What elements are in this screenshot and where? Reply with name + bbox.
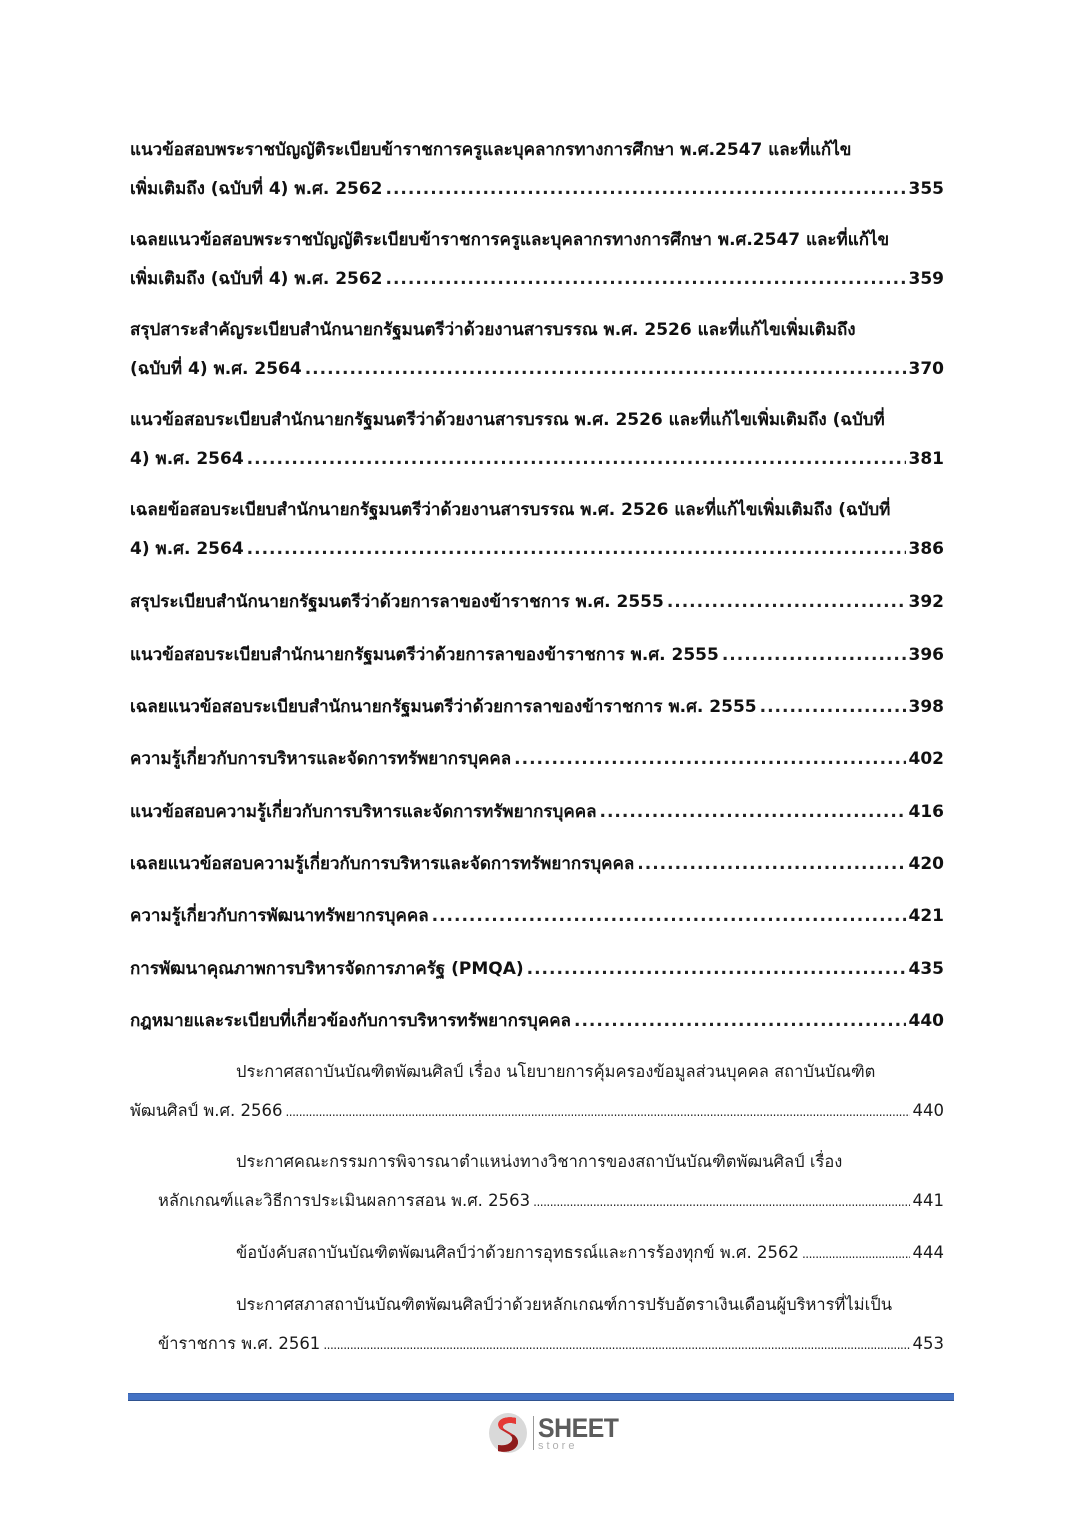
toc-entry-line: [158, 1331, 944, 1357]
dot-leader: [432, 906, 906, 926]
toc-entry-title: แนวข้อสอบพระราชบัญญัติระเบียบข้าราชการครูและบุคลากรทางการศึกษา พ.ศ.2547 และที่แก้ไข: [130, 140, 852, 160]
page-number: 420: [908, 854, 944, 874]
toc-entry-line: [130, 641, 944, 668]
page-number: 402: [908, 749, 944, 769]
page-number: 440: [912, 1101, 944, 1120]
toc-entry-title: สรุปสาระสำคัญระเบียบสำนักนายกรัฐมนตรีว่าด้วยงานสารบรรณ พ.ศ. 2526 และที่แก้ไขเพิ่มเติมถึง: [130, 320, 856, 340]
toc-entry-title: สรุประเบียบสำนักนายกรัฐมนตรีว่าด้วยการลาของข้าราชการ พ.ศ. 2555: [130, 592, 664, 612]
toc-entry-title: ประกาศสถาบันบัณฑิตพัฒนศิลป์ เรื่อง นโยบายการคุ้มครองข้อมูลส่วนบุคคล สถาบันบัณฑิต: [236, 1062, 876, 1081]
logo-separator: [533, 1416, 534, 1450]
dot-leader: [285, 1105, 909, 1119]
page-number: 386: [908, 539, 944, 559]
toc-entry-line: [130, 902, 944, 929]
dot-leader: [323, 1338, 909, 1352]
toc-entry-line: [130, 798, 944, 825]
toc-entry-line: [130, 175, 944, 202]
toc-entry-line: [130, 445, 944, 472]
toc-entry-title: แนวข้อสอบระเบียบสำนักนายกรัฐมนตรีว่าด้วยงานสารบรรณ พ.ศ. 2526 และที่แก้ไขเพิ่มเติมถึง (ฉบับที่: [130, 410, 885, 430]
dot-leader: [533, 1195, 909, 1209]
toc-entry-title: เฉลยแนวข้อสอบพระราชบัญญัติระเบียบข้าราชการครูและบุคลากรทางการศึกษา พ.ศ.2547 และที่แก้ไข: [130, 230, 890, 250]
toc-entry-title-cont: หลักเกณฑ์และวิธีการประเมินผลการสอน พ.ศ. 2563: [158, 1191, 531, 1210]
toc-entry-title-cont: เพิ่มเติมถึง (ฉบับที่ 4) พ.ศ. 2562: [130, 269, 383, 289]
toc-entry-line: [130, 1007, 944, 1034]
toc-entry-line: [158, 1188, 944, 1214]
dot-leader: [802, 1247, 910, 1261]
toc-entry-line: [130, 265, 944, 292]
logo-text: [538, 1412, 626, 1452]
toc-entry-title-cont: เพิ่มเติมถึง (ฉบับที่ 4) พ.ศ. 2562: [130, 179, 383, 199]
sheet-store-logo: [486, 1410, 626, 1456]
page-number: 359: [908, 269, 944, 289]
dot-leader: [574, 1011, 906, 1031]
dot-leader: [722, 645, 906, 665]
toc-entry-line: [130, 1098, 944, 1124]
page-number: 416: [908, 802, 944, 822]
toc-entry-line: [130, 693, 944, 720]
dot-leader: [600, 802, 906, 822]
toc-entry-title: แนวข้อสอบระเบียบสำนักนายกรัฐมนตรีว่าด้วยการลาของข้าราชการ พ.ศ. 2555: [130, 645, 719, 665]
page-number: 441: [912, 1191, 944, 1210]
dot-leader: [527, 959, 906, 979]
toc-entry-title: กฎหมายและระเบียบที่เกี่ยวข้องกับการบริหารทรัพยากรบุคคล: [130, 1011, 571, 1031]
dot-leader: [386, 179, 906, 199]
toc-entry-line: [130, 850, 944, 877]
page-number: 398: [908, 697, 944, 717]
toc-entry-line: [130, 588, 944, 615]
toc-entry-line: [236, 1240, 944, 1266]
toc-entry-line: [130, 355, 944, 382]
dot-leader: [247, 539, 906, 559]
toc-entry-title: เฉลยแนวข้อสอบระเบียบสำนักนายกรัฐมนตรีว่าด้วยการลาของข้าราชการ พ.ศ. 2555: [130, 697, 757, 717]
toc-entry-title: ความรู้เกี่ยวกับการบริหารและจัดการทรัพยากรบุคคล: [130, 749, 512, 769]
page-number: 435: [908, 959, 944, 979]
logo-subtitle: store: [538, 1439, 578, 1452]
toc-entry-title: ประกาศคณะกรรมการพิจารณาตำแหน่งทางวิชาการของสถาบันบัณฑิตพัฒนศิลป์ เรื่อง: [236, 1152, 843, 1171]
toc-entry-title-cont: 4) พ.ศ. 2564: [130, 539, 244, 559]
dot-leader: [386, 269, 906, 289]
toc-entry-line: [130, 745, 944, 772]
dot-leader: [760, 697, 906, 717]
logo-wordmark: SHEET: [538, 1412, 619, 1443]
toc-entry-title-cont: ข้าราชการ พ.ศ. 2561: [158, 1334, 321, 1353]
toc-entry-title: ความรู้เกี่ยวกับการพัฒนาทรัพยากรบุคคล: [130, 906, 429, 926]
toc-entry-line: [130, 955, 944, 982]
dot-leader: [514, 749, 905, 769]
toc-entry-title: เฉลยข้อสอบระเบียบสำนักนายกรัฐมนตรีว่าด้วยงานสารบรรณ พ.ศ. 2526 และที่แก้ไขเพิ่มเติมถึง (ฉบับที่: [130, 500, 891, 520]
toc-entry-title: ประกาศสภาสถาบันบัณฑิตพัฒนศิลป์ว่าด้วยหลักเกณฑ์การปรับอัตราเงินเดือนผู้บริหารที่ไม่เป็น: [236, 1295, 892, 1314]
page-number: 370: [908, 359, 944, 379]
toc-entry-title-cont: (ฉบับที่ 4) พ.ศ. 2564: [130, 359, 302, 379]
dot-leader: [667, 592, 906, 612]
page-number: 392: [908, 592, 944, 612]
toc-entry-title-cont: 4) พ.ศ. 2564: [130, 449, 244, 469]
sheet-store-s-icon: [486, 1411, 530, 1455]
page-number: 444: [912, 1243, 944, 1262]
page-number: 440: [908, 1011, 944, 1031]
page-number: 381: [908, 449, 944, 469]
dot-leader: [637, 854, 905, 874]
dot-leader: [247, 449, 906, 469]
footer-divider: [128, 1393, 954, 1401]
toc-entry-title-cont: พัฒนศิลป์ พ.ศ. 2566: [130, 1101, 283, 1120]
toc-entry-line: [130, 535, 944, 562]
toc-entry-title: ข้อบังคับสถาบันบัณฑิตพัฒนศิลป์ว่าด้วยการอุทธรณ์และการร้องทุกข์ พ.ศ. 2562: [236, 1243, 799, 1262]
toc-entry-title: เฉลยแนวข้อสอบความรู้เกี่ยวกับการบริหารและจัดการทรัพยากรบุคคล: [130, 854, 635, 874]
page-number: 453: [912, 1334, 944, 1353]
toc-entry-title: แนวข้อสอบความรู้เกี่ยวกับการบริหารและจัดการทรัพยากรบุคคล: [130, 802, 597, 822]
toc-entry-title: การพัฒนาคุณภาพการบริหารจัดการภาครัฐ (PMQA): [130, 959, 524, 979]
page-number: 396: [908, 645, 944, 665]
page-number: 355: [908, 179, 944, 199]
page-number: 421: [908, 906, 944, 926]
dot-leader: [305, 359, 906, 379]
